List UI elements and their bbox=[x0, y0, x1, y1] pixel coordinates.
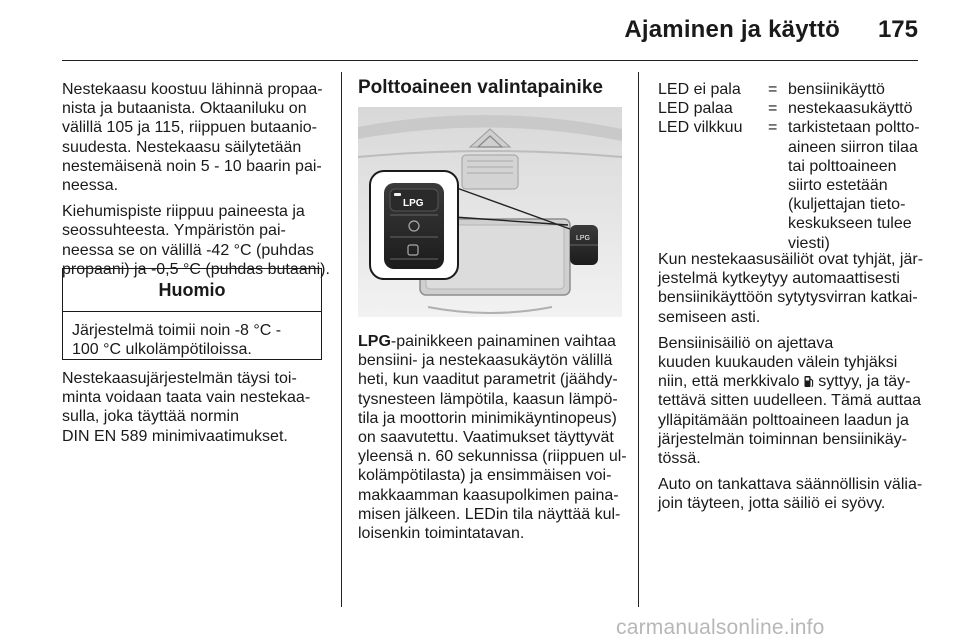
watermark: carmanualsonline.info bbox=[616, 616, 825, 639]
right-column bbox=[658, 250, 930, 521]
chapter-title: Ajaminen ja käyttö bbox=[624, 16, 840, 43]
dashboard-illustration bbox=[358, 107, 622, 317]
header-divider bbox=[62, 60, 918, 61]
svg-text:LPG: LPG bbox=[403, 198, 424, 209]
paragraph-lpg-button: LPG-painikkeen painaminen vaihtaa bensiini- ja nestekaasukäytön välillä heti, kun vaaditut parametrit (jäähdy- tysnesteen lämpötila, kaasun lämpö- tila ja moottorin minimikäyntinopeus) on saavutettu. Vaatimukset täyttyvät yleensä n. 60 sekunnissa (riippuen ul- kolämpötilasta) ja ensimmäisen voi- makkaamman kaasupolkimen paina- misen jälkeen. LEDin tila näyttää kul- loisenkin toimintatavan. bbox=[358, 333, 627, 543]
note-body: Järjestelmä toimii noin -8 °C - 100 °C ulkolämpötiloissa. bbox=[72, 322, 282, 359]
page-header bbox=[0, 0, 960, 62]
paragraph-auto-switch: Kun nestekaasusäiliöt ovat tyhjät, jär- jestelmä kytkeytyy automaattisesti bensiinikäyttöön sytytysvirran katkai- semiseen asti. bbox=[658, 251, 924, 326]
paragraph-refuel-regularly: Auto on tankattava säännöllisin välia- join täyteen, jotta säiliö ei syövy. bbox=[658, 476, 923, 513]
left-column-lower bbox=[62, 369, 332, 453]
section-title: Polttoaineen valintapainike bbox=[358, 77, 603, 98]
paragraph-lpg-composition: Nestekaasu koostuu lähinnä propaa- nista ja butaanista. Oktaaniluku on välillä 105 ja 115, riippuen butaanio- suudesta. Nestekaasu säilytetään nestemäisenä noin 5 - 10 baarin pai- neessa. bbox=[62, 81, 323, 195]
middle-column bbox=[358, 332, 628, 550]
lpg-bold-term: LPG bbox=[358, 333, 391, 350]
paragraph-din-standard: Nestekaasujärjestelmän täysi toi- minta voidaan taata vain nestekaa- sulla, joka täyttää normin DIN EN 589 minimivaatimukset. bbox=[62, 370, 311, 445]
svg-text:LPG: LPG bbox=[576, 235, 591, 242]
paragraph-petrol-tank: Bensiinisäiliö on ajettava kuuden kuukauden välein tyhjäksi niin, että merkkivalo syttyy, ja täy- tettävä sitten uudelleen. Tämä auttaa ylläpitämään polttoaineen laadun ja järjestelmän toiminnan bensiinikäy- tössä. bbox=[658, 334, 921, 468]
left-column bbox=[62, 80, 332, 286]
paragraph-boiling-point: Kiehumispiste riippuu paineesta ja seossuhteesta. Ympäristön pai- neessa se on välillä -42 °C (puhdas propaani) ja -0,5 °C (puhdas butaani). bbox=[62, 203, 330, 278]
lpg-selector-figure bbox=[358, 107, 622, 317]
column-divider-2 bbox=[638, 72, 639, 607]
note-title: Huomio bbox=[63, 269, 321, 312]
note-box bbox=[62, 268, 322, 360]
fuel-pump-icon bbox=[804, 375, 814, 388]
page-number: 175 bbox=[877, 16, 918, 43]
column-divider-1 bbox=[341, 72, 342, 607]
